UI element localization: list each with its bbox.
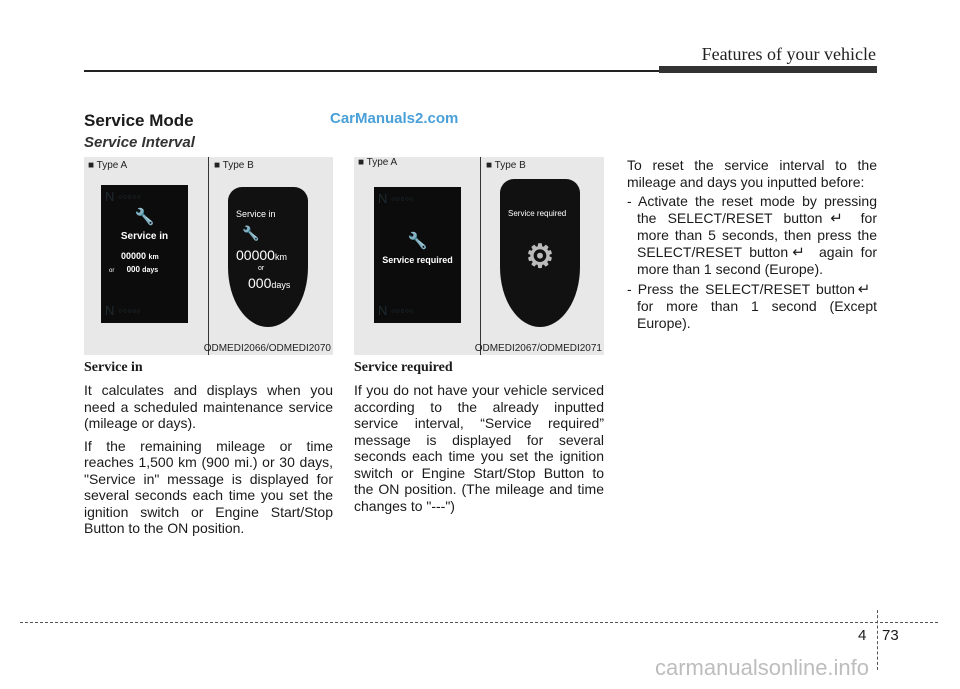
reset-step-2-part-a: - Press the SELECT/RESET button xyxy=(627,280,855,297)
days-readout xyxy=(109,265,158,274)
figure-code: ODMEDI2066/ODMEDI2070 xyxy=(203,343,331,354)
service-in-para-1: It calculates and displays when you need a scheduled maintenance service (mileage or days). xyxy=(84,382,333,431)
service-required-text: Service required xyxy=(382,255,453,265)
service-required-text: Service required xyxy=(508,209,567,218)
reset-intro: To reset the service interval to the mileage and days you inputted before: xyxy=(627,157,877,190)
service-in-para-2: If the remaining mileage or time reaches 1,500 km (900 mi.) or 30 days, "Service in" message is displayed for several seconds each time you set the ignition switch or Engine Start/Stop Button to the ON position. xyxy=(84,437,333,536)
reset-step-1-part-a: - Activate the reset mode by pressing the SELECT/RESET button xyxy=(627,193,877,226)
reset-step-1-part-c: again for more than 1 second (Europe). xyxy=(637,243,878,277)
reset-step-1-part-b: for more than 5 seconds, then press the SELECT/RESET button xyxy=(637,209,877,260)
reset-step-1 xyxy=(627,193,877,278)
gear-wrench-icon: ⚙ xyxy=(525,238,555,274)
days-value: 000 xyxy=(248,275,272,291)
reset-step-2 xyxy=(627,281,877,332)
top-watermark: CarManuals2.com xyxy=(330,110,459,127)
service-required-para-1: If you do not have your vehicle serviced according to the already inputted service interval, “Service required” message is displayed for several seconds each time you set the ignition switch or Engine Start/Stop Button to the ON position. (The mileage and time changes to "---") xyxy=(354,382,604,514)
column-service-in xyxy=(84,360,333,537)
service-in-heading: Service in xyxy=(84,360,143,375)
figure-service-in xyxy=(84,157,333,355)
figure-code: ODMEDI2067/ODMEDI2071 xyxy=(474,343,602,354)
section-title: Service Mode xyxy=(84,111,194,130)
km-value: 00000 xyxy=(121,251,147,261)
column-service-required xyxy=(354,360,604,514)
days-unit: days xyxy=(271,280,291,290)
chapter-number: 4 xyxy=(858,627,867,644)
figure-divider xyxy=(208,157,209,355)
footer-watermark: carmanualsonline.info xyxy=(655,655,870,680)
or-text: or xyxy=(258,265,265,272)
enter-icon: ↵ xyxy=(857,280,871,298)
enter-icon: ↵ xyxy=(830,209,843,227)
service-in-text: Service in xyxy=(236,209,276,219)
service-required-heading: Service required xyxy=(354,360,453,375)
km-value: 00000 xyxy=(236,247,275,263)
footer-vertical-rule xyxy=(877,610,878,670)
cluster-display-type-a xyxy=(374,187,461,323)
cluster-display-type-b xyxy=(228,187,308,327)
days-readout xyxy=(248,275,290,291)
type-b-label: ■ Type B xyxy=(214,160,254,171)
wrench-icon: 🔧 xyxy=(134,209,155,226)
days-unit: days xyxy=(142,267,159,274)
footer-dashed-rule xyxy=(20,622,938,623)
figure-divider xyxy=(480,157,481,355)
cluster-display-type-a xyxy=(101,185,188,323)
page-number: 73 xyxy=(882,627,899,644)
km-readout xyxy=(236,247,287,263)
ghost-segment-top: N ◦◦◦◦◦ xyxy=(105,189,142,204)
header-rule xyxy=(84,70,659,72)
column-reset-instructions xyxy=(627,157,877,331)
enter-icon: ↵ xyxy=(792,243,805,261)
figure-service-required xyxy=(354,157,604,355)
reset-step-2-part-b: for more than 1 second (Except Europe). xyxy=(637,298,877,331)
ghost-segment-bottom: N ◦◦◦◦◦ xyxy=(105,303,142,318)
days-value: 000 xyxy=(126,265,140,274)
type-a-label: ■ Type A xyxy=(358,157,398,168)
wrench-icon: 🔧 xyxy=(242,225,260,241)
header-title: Features of your vehicle xyxy=(701,44,876,64)
km-unit: km xyxy=(148,254,159,261)
type-a-label: ■ Type A xyxy=(88,160,128,171)
header-bar xyxy=(659,66,877,73)
km-readout xyxy=(121,251,159,261)
type-b-label: ■ Type B xyxy=(486,160,526,171)
cluster-display-type-b xyxy=(500,179,580,327)
wrench-icon: 🔧 xyxy=(407,233,428,250)
km-unit: km xyxy=(274,252,287,262)
section-subtitle: Service Interval xyxy=(84,134,195,151)
service-in-text: Service in xyxy=(120,231,169,242)
ghost-segment-top: N ◦◦◦◦◦ xyxy=(378,191,415,206)
or-text: or xyxy=(109,268,115,274)
ghost-segment-bottom: N ◦◦◦◦◦ xyxy=(378,303,415,318)
